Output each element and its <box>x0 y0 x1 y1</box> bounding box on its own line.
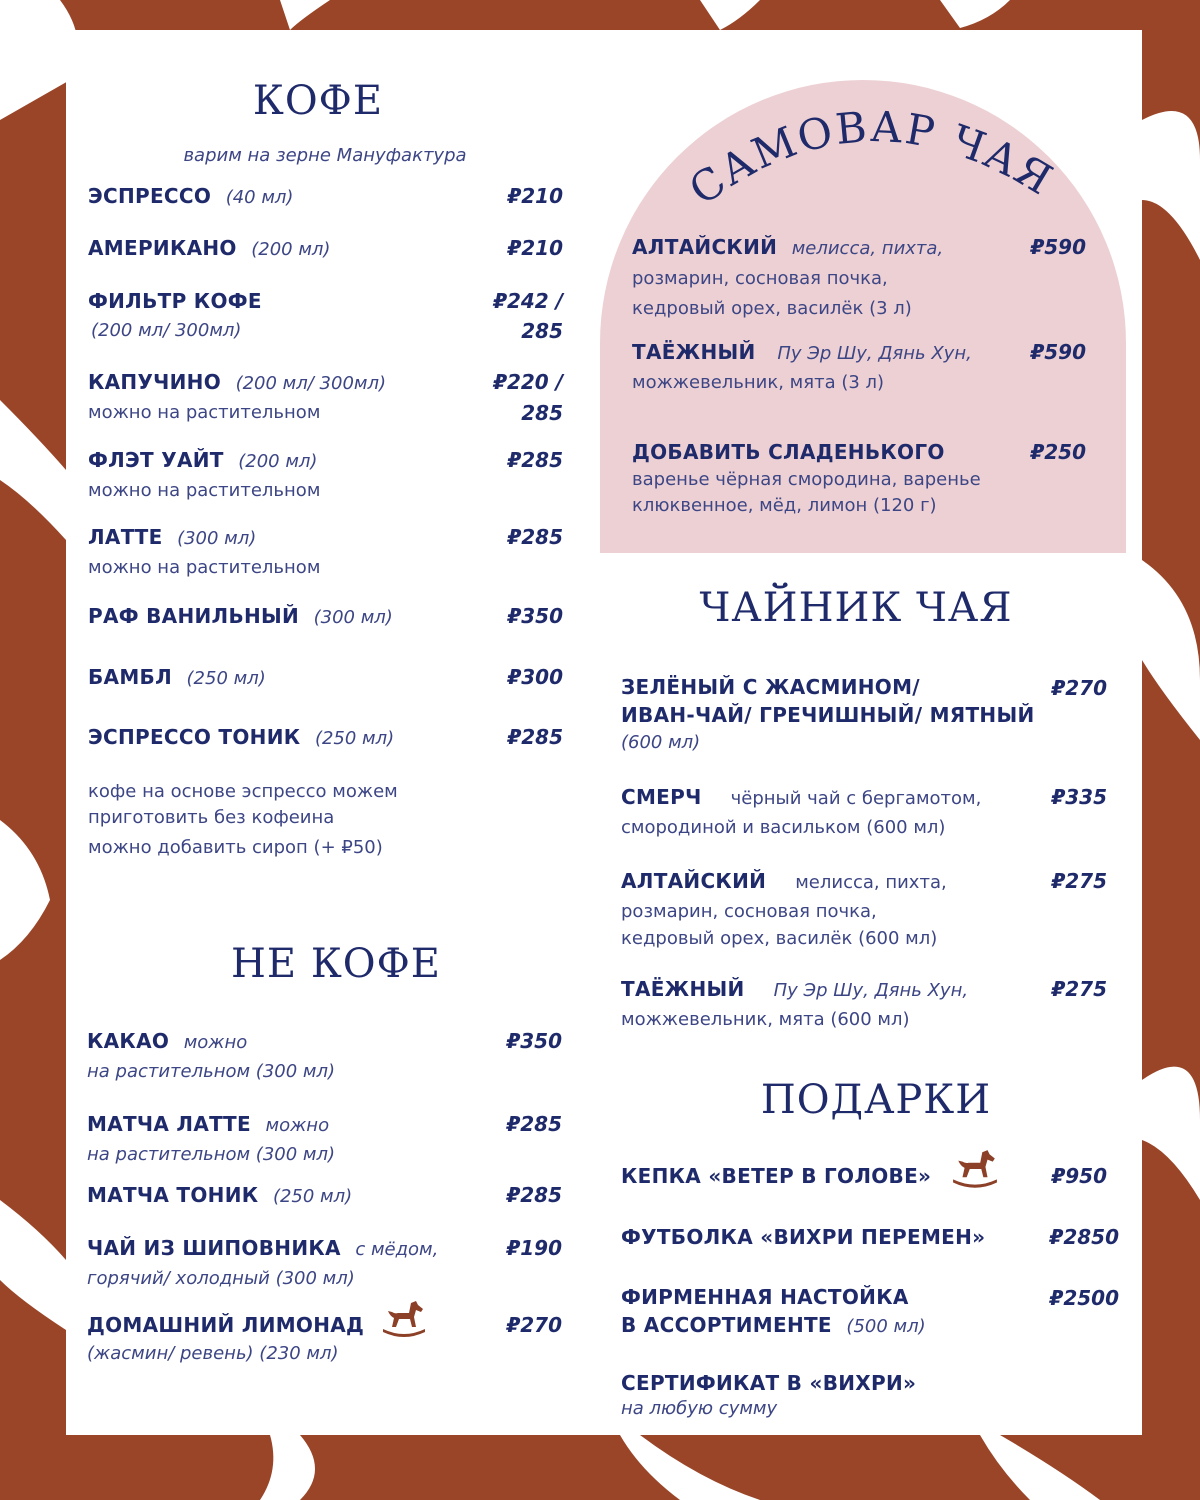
item-note: можно на растительном <box>88 402 321 423</box>
item-note: мелисса, пихта, <box>795 872 947 893</box>
item-volume: (200 мл) <box>238 451 318 472</box>
item-name-line2: ИВАН-ЧАЙ/ ГРЕЧИШНЫЙ/ МЯТНЫЙ <box>621 703 1035 727</box>
item-name: МАТЧА ЛАТТЕ <box>87 1112 251 1136</box>
coffee-item-espresso <box>88 181 563 213</box>
rocking-horse-icon <box>381 1299 427 1341</box>
item-note-line: на растительном (300 мл) <box>87 1144 336 1165</box>
teapot-title: ЧАЙНИК ЧАЯ <box>699 585 1013 631</box>
item-price: ₽285 <box>506 1112 562 1136</box>
item-price: ₽275 <box>1051 977 1107 1001</box>
item-note-line: можжевельник, мята (600 мл) <box>621 1009 910 1030</box>
item-note: чёрный чай с бергамотом, <box>730 788 982 809</box>
item-price: ₽270 <box>1051 676 1107 700</box>
item-note: мелисса, пихта, <box>791 238 944 259</box>
item-name: ФЛЭТ УАЙТ <box>88 448 224 472</box>
item-price: ₽275 <box>1051 869 1107 893</box>
item-note-line: горячий/ холодный (300 мл) <box>87 1268 355 1289</box>
not-coffee-title: НЕ КОФЕ <box>231 941 441 987</box>
item-price: ₽242 / <box>493 289 563 313</box>
item-volume: (40 мл) <box>225 187 294 208</box>
gift-item-certificate <box>621 1368 1119 1420</box>
item-note-line: на растительном (300 мл) <box>87 1061 336 1082</box>
item-price: ₽285 <box>506 1183 562 1207</box>
item-name-line2: В АССОРТИМЕНТЕ <box>621 1313 832 1337</box>
item-note: (500 мл) <box>846 1316 926 1337</box>
item-price: ₽285 <box>507 725 563 749</box>
item-price: ₽300 <box>507 665 563 689</box>
item-price-large: 285 <box>521 401 563 425</box>
item-price: ₽590 <box>1030 235 1086 259</box>
item-name: КЕПКА «ВЕТЕР В ГОЛОВЕ» <box>621 1164 932 1188</box>
teapot-item-green <box>621 673 1107 756</box>
item-note: (250 мл) <box>272 1186 353 1207</box>
item-price: ₽190 <box>506 1236 562 1260</box>
item-note-line: можжевельник, мята (3 л) <box>632 372 885 393</box>
item-name: ТАЁЖНЫЙ <box>632 340 756 364</box>
item-note-line: смородиной и васильком (600 мл) <box>621 817 946 838</box>
item-note: можно <box>183 1032 248 1053</box>
samovar-title-arc <box>660 84 1080 214</box>
item-name: АЛТАЙСКИЙ <box>621 869 767 893</box>
item-price: ₽350 <box>507 604 563 628</box>
gift-item-liqueur <box>621 1283 1119 1341</box>
item-price: ₽335 <box>1051 785 1107 809</box>
item-note-line: на любую сумму <box>621 1398 778 1419</box>
item-name: ЧАЙ ИЗ ШИПОВНИКА <box>87 1236 341 1260</box>
item-note-line: клюквенное, мёд, лимон (120 г) <box>632 495 937 516</box>
coffee-item-flat-white <box>88 445 563 504</box>
item-volume: (200 мл/ 300мл) <box>235 373 386 394</box>
item-volume: (200 мл) <box>251 239 331 260</box>
item-name: ФИЛЬТР КОФЕ <box>88 289 262 313</box>
item-name: ЭСПРЕССО <box>88 184 212 208</box>
item-name: ТАЁЖНЫЙ <box>621 977 745 1001</box>
item-name: СЕРТИФИКАТ В «ВИХРИ» <box>621 1371 917 1395</box>
footnote-line: можно добавить сироп (+ ₽50) <box>88 837 383 858</box>
item-note: Пу Эр Шу, Дянь Хун, <box>777 343 972 364</box>
teapot-item-altai <box>621 866 1107 952</box>
item-name: КАПУЧИНО <box>88 370 222 394</box>
gift-item-cap <box>621 1161 1107 1191</box>
item-price: ₽350 <box>506 1029 562 1053</box>
item-price: ₽285 <box>507 525 563 549</box>
footnote-line: приготовить без кофеина <box>88 807 335 828</box>
not-coffee-item-rosehip <box>87 1233 562 1292</box>
item-price: ₽2500 <box>1049 1286 1119 1310</box>
samovar-item-altai <box>632 232 1086 324</box>
item-note-line: розмарин, сосновая почка, <box>621 901 877 922</box>
item-price: ₽270 <box>506 1313 562 1337</box>
item-price: ₽250 <box>1030 440 1086 464</box>
item-name: ДОБАВИТЬ СЛАДЕНЬКОГО <box>632 440 945 464</box>
item-volume: (250 мл) <box>314 728 395 749</box>
item-price-large: 285 <box>521 319 563 343</box>
item-name: АМЕРИКАНО <box>88 236 237 260</box>
coffee-item-americano <box>88 233 563 265</box>
item-note: можно на растительном <box>88 557 321 578</box>
item-note: Пу Эр Шу, Дянь Хун, <box>773 980 969 1001</box>
item-note: можно <box>265 1115 330 1136</box>
not-coffee-item-lemonade <box>87 1310 562 1367</box>
footnote-line: кофе на основе эспрессо можем <box>88 781 398 802</box>
samovar-item-taiga <box>632 337 1086 396</box>
item-note-line: кедровый орех, василёк (3 л) <box>632 298 912 319</box>
not-coffee-item-matcha-latte <box>87 1109 562 1168</box>
item-note-line: (600 мл) <box>621 732 701 753</box>
coffee-item-filter <box>88 286 563 346</box>
item-name: МАТЧА ТОНИК <box>87 1183 259 1207</box>
coffee-item-raf <box>88 601 563 633</box>
item-name: ФИРМЕННАЯ НАСТОЙКА <box>621 1285 909 1309</box>
item-note: можно на растительном <box>88 480 321 501</box>
item-name: КАКАО <box>87 1029 170 1053</box>
item-note-line: розмарин, сосновая почка, <box>632 268 888 289</box>
item-price: ₽210 <box>507 184 563 208</box>
item-price: ₽590 <box>1030 340 1086 364</box>
item-name: ФУТБОЛКА «ВИХРИ ПЕРЕМЕН» <box>621 1225 986 1249</box>
coffee-footnote <box>88 779 548 861</box>
coffee-subtitle: варим на зерне Мануфактура <box>183 145 467 166</box>
teapot-item-smerch <box>621 782 1107 841</box>
samovar-item-sweet <box>632 437 1086 519</box>
item-note-line: варенье чёрная смородина, варенье <box>632 469 981 490</box>
coffee-item-espresso-tonic <box>88 722 563 754</box>
gifts-title: ПОДАРКИ <box>760 1077 992 1123</box>
item-price: ₽950 <box>1051 1164 1107 1188</box>
item-note: с мёдом, <box>355 1239 439 1260</box>
not-coffee-item-cocoa <box>87 1026 562 1085</box>
coffee-item-latte <box>88 522 563 581</box>
item-name: РАФ ВАНИЛЬНЫЙ <box>88 604 300 628</box>
rocking-horse-icon <box>951 1148 999 1192</box>
item-volume: (250 мл) <box>186 668 266 689</box>
coffee-item-bumble <box>88 662 563 694</box>
item-note-line: (жасмин/ ревень) (230 мл) <box>87 1343 339 1364</box>
item-note-line: кедровый орех, василёк (600 мл) <box>621 928 938 949</box>
coffee-title: КОФЕ <box>252 78 384 124</box>
samovar-title: САМОВАР ЧАЯ <box>680 101 1063 214</box>
item-price: ₽2850 <box>1049 1225 1119 1249</box>
item-name: ДОМАШНИЙ ЛИМОНАД <box>87 1313 365 1337</box>
item-name: ЭСПРЕССО ТОНИК <box>88 725 301 749</box>
item-price: ₽210 <box>507 236 563 260</box>
item-volume: (200 мл/ 300мл) <box>91 320 242 341</box>
item-name: ЛАТТЕ <box>88 525 163 549</box>
item-name: БАМБЛ <box>88 665 172 689</box>
item-volume: (300 мл) <box>177 528 257 549</box>
teapot-item-taiga <box>621 974 1107 1033</box>
item-price: ₽285 <box>507 448 563 472</box>
coffee-item-cappuccino <box>88 367 563 426</box>
item-volume: (300 мл) <box>313 607 393 628</box>
item-name: СМЕРЧ <box>621 785 702 809</box>
item-price: ₽220 / <box>493 370 563 394</box>
svg-text:САМОВАР ЧАЯ <box>680 102 1062 214</box>
gift-item-tshirt <box>621 1222 1119 1252</box>
not-coffee-item-matcha-tonic <box>87 1180 562 1212</box>
item-name: ЗЕЛЁНЫЙ С ЖАСМИНОМ/ <box>621 675 920 699</box>
item-name: АЛТАЙСКИЙ <box>632 235 778 259</box>
